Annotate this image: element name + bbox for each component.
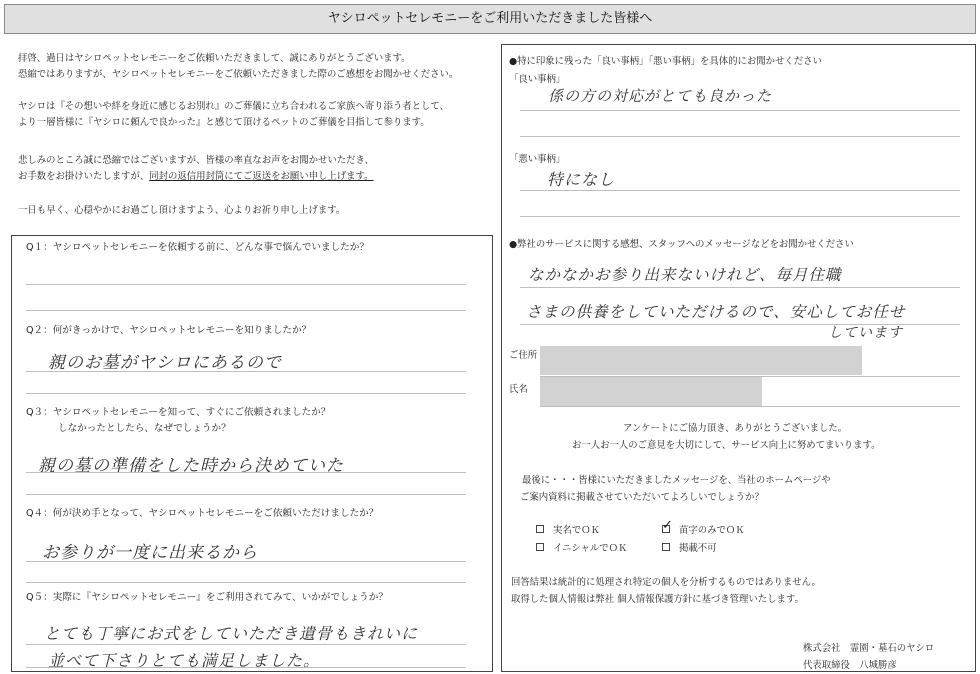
intro-underlined-text: 同封の返信用封筒にてご返送をお願い申し上げます。	[149, 171, 374, 182]
answer-line	[520, 216, 960, 217]
option-label: 実名でＯＫ	[552, 525, 600, 536]
question-1-label: Q１：ヤシロペットセレモニーを依頼する前に、どんな事で悩んでいましたか？	[26, 242, 369, 253]
message-answer-line1[interactable]: なかなかお参り出来ないけれど、毎月住職	[528, 266, 842, 284]
question-3-label: Q３：ヤシロペットセレモニーを知って、すぐにご依頼されましたか？	[26, 407, 331, 418]
checkbox[interactable]	[536, 525, 544, 533]
option-initial[interactable]	[536, 540, 627, 554]
answer-line	[520, 110, 960, 111]
question-5-answer-line1[interactable]: とても丁寧にお式をしていただき遺骨もきれいに	[44, 624, 419, 643]
answer-line	[520, 190, 960, 191]
representative: 代表取締役 八城勝彦	[803, 660, 897, 671]
answer-line	[520, 136, 960, 137]
intro-line: 恐縮ではありますが、ヤシロペットセレモニーをご依頼いただきました際のご感想をお聞かせください。	[18, 69, 459, 80]
question-5-answer-line2[interactable]: 並べて下さりとても満足しました。	[48, 651, 321, 670]
message-answer-line2[interactable]: さまの供養をしていただけるので、安心してお任せ	[526, 303, 906, 321]
question-3-answer[interactable]: 親の墓の準備をした時から決めていた	[38, 456, 344, 476]
checkbox[interactable]	[662, 543, 670, 551]
good-points-answer[interactable]: 係の方の対応がとても良かった	[548, 87, 773, 105]
question-2-label: Q２：何がきっかけで、ヤシロペットセレモニーを知りましたか？	[26, 325, 312, 336]
name-line	[540, 406, 960, 407]
question-2-answer[interactable]: 親のお墓がヤシロにあるので	[48, 353, 282, 373]
answer-line	[26, 284, 466, 285]
answer-line	[26, 393, 466, 394]
name-redacted	[540, 377, 762, 406]
intro-text: お手数をお掛けいたしますが、	[18, 171, 150, 182]
privacy-note: 取得した個人情報は弊社 個人情報保護方針に基づき管理いたします。	[511, 594, 804, 605]
option-surname[interactable]	[662, 518, 745, 536]
option-none[interactable]	[662, 540, 717, 554]
address-redacted	[540, 346, 862, 375]
page-title: ヤシロペットセレモニーをご利用いただきました皆様へ	[4, 4, 976, 34]
question-3-sublabel: しなかったとしたら、なぜでしょうか？	[58, 423, 231, 434]
answer-line	[26, 371, 466, 372]
answer-line	[520, 287, 960, 288]
publish-question: ご案内資料に掲載させていただいてよろしいでしょうか？	[520, 492, 764, 503]
question-4-answer[interactable]: お参りが一度に出来るから	[42, 543, 258, 563]
message-header: ●弊社のサービスに関する感想、スタッフへのメッセージなどをお聞かせください	[509, 239, 854, 250]
intro-line: 悲しみのところ誠に恐縮ではございますが、皆様の率直なお声をお聞かせいただき、	[18, 155, 374, 166]
option-label: 掲載不可	[678, 543, 717, 554]
intro-line: ヤシロは『その想いや絆を身近に感じるお別れ』のご葬儀に立ち合われるご家族へ寄り添う者として、	[18, 101, 449, 112]
question-4-label: Q４：何が決め手となって、ヤシロペットセレモニーをご依頼いただけましたか？	[26, 508, 379, 519]
option-realname[interactable]	[536, 522, 600, 536]
intro-line	[18, 169, 493, 185]
option-label: イニシャルでＯＫ	[552, 543, 628, 554]
good-points-label: 「良い事柄」	[509, 74, 566, 85]
thanks-line: お一人お一人のご意見を大切にして、サービス向上に努めてまいります。	[572, 440, 881, 451]
name-label: 氏名	[509, 384, 528, 395]
impression-header: ●特に印象に残った「良い事柄」「悪い事柄」を具体的にお聞かせください	[509, 56, 822, 67]
intro-line: 一日も早く、心穏やかにお過ごし頂けますよう、心よりお祈り申し上げます。	[18, 205, 346, 216]
question-5-label: Q５：実際に『ヤシロペットセレモニー』をご利用されてみて、いかがでしょうか？	[26, 592, 388, 603]
checkbox-checked[interactable]	[662, 518, 673, 533]
intro-line: 拝啓、過日はヤシロペットセレモニーをご依頼いただきまして、誠にありがとうございます。	[18, 53, 411, 64]
answer-line	[26, 667, 466, 668]
answer-line	[26, 644, 466, 645]
intro-line: より一層皆様に『ヤシロに頼んで良かった』と感じて頂けるペットのご葬儀を目指して参ります。	[18, 117, 430, 128]
privacy-note: 回答結果は統計的に処理され特定の個人を分析するものではありません。	[511, 577, 821, 588]
thanks-line: アンケートにご協力頂き、ありがとうございました。	[623, 423, 848, 434]
answer-line	[26, 472, 466, 473]
answer-line	[26, 310, 466, 311]
message-answer-line3[interactable]: しています	[828, 325, 903, 341]
answer-line	[26, 582, 466, 583]
option-label: 苗字のみでＯＫ	[678, 525, 745, 536]
bad-points-label: 「悪い事柄」	[509, 154, 566, 165]
answer-line	[26, 494, 466, 495]
answer-line	[26, 561, 466, 562]
bad-points-answer[interactable]: 特になし	[547, 170, 616, 189]
check-mark-icon: ✓	[662, 518, 673, 533]
address-label: ご住所	[509, 350, 538, 361]
checkbox[interactable]	[536, 543, 544, 551]
company-name: 株式会社 霊園・墓石のヤシロ	[803, 643, 935, 654]
publish-question: 最後に・・・皆様にいただきましたメッセージを、当社のホームページや	[522, 475, 831, 486]
